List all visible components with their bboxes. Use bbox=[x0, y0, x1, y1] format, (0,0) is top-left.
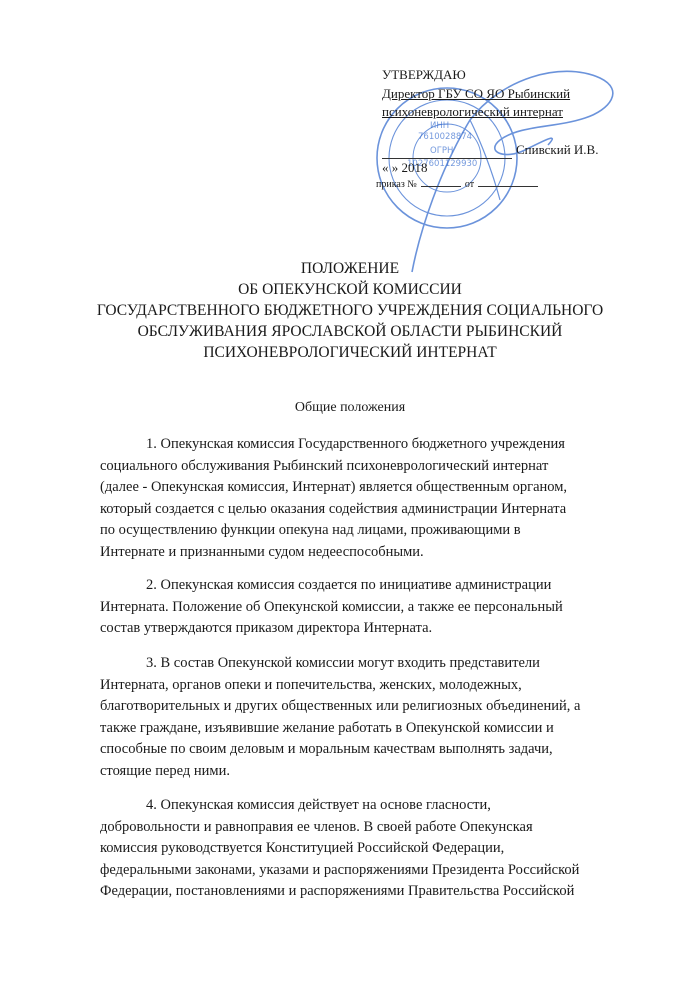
paragraph-3 bbox=[100, 653, 660, 782]
document-title bbox=[0, 258, 700, 363]
paragraph-line: комиссия руководствуется Конституцией Российской Федерации, bbox=[100, 840, 505, 856]
stamp-inn: 7610028874 bbox=[418, 132, 473, 142]
approval-date bbox=[382, 160, 428, 176]
paragraph-line: благотворительных и других общественных или религиозных объединений, а bbox=[100, 698, 581, 714]
paragraph-line: который создается с целью оказания содействия администрации Интерната bbox=[100, 500, 567, 517]
paragraph-line: стоящие перед ними. bbox=[100, 762, 230, 779]
paragraph-line: добровольности и равноправия ее членов. В своей работе Опекунская bbox=[100, 818, 533, 835]
paragraph-line: состав утверждаются приказом директора Интерната. bbox=[100, 620, 433, 636]
paragraph-line: 3. В состав Опекунской комиссии могут входить представители bbox=[146, 655, 540, 671]
approval-heading: УТВЕРЖДАЮ bbox=[382, 67, 466, 82]
approval-line-2: психоневрологический интернат bbox=[382, 104, 563, 119]
paragraph-line: по осуществлению функции опекуна над лицами, проживающими в bbox=[100, 522, 521, 538]
signature-line bbox=[382, 158, 512, 159]
paragraph-line: Интерната. Положение об Опекунской комиссии, а также ее персональный bbox=[100, 598, 563, 615]
paragraph-line: 4. Опекунская комиссия действует на основе гласности, bbox=[146, 797, 491, 813]
title-line-5: ПСИХОНЕВРОЛОГИЧЕСКИЙ ИНТЕРНАТ bbox=[203, 344, 497, 361]
paragraph-line: Интерната, органов опеки и попечительства, женских, молодежных, bbox=[100, 676, 522, 693]
approval-date-text: « » 2018 bbox=[382, 160, 428, 175]
paragraph-2 bbox=[100, 575, 660, 640]
approval-line-1: Директор ГБУ СО ЯО Рыбинский bbox=[382, 86, 571, 101]
paragraph-4 bbox=[100, 795, 660, 903]
paragraph-line: (далее - Опекунская комиссия, Интернат) является общественным органом, bbox=[100, 479, 568, 495]
order-from: от bbox=[464, 179, 475, 190]
order-prefix: приказ № bbox=[376, 179, 417, 190]
title-line-1: ПОЛОЖЕНИЕ bbox=[300, 260, 400, 277]
stamp-ogrn-label: ОГРН bbox=[430, 146, 454, 156]
signer-name: Спивский И.В. bbox=[516, 142, 599, 157]
section-title: Общие положения bbox=[294, 400, 406, 415]
paragraph-line: 1. Опекунская комиссия Государственного бюджетного учреждения bbox=[146, 436, 565, 452]
title-line-4: ОБСЛУЖИВАНИЯ ЯРОСЛАВСКОЙ ОБЛАСТИ РЫБИНСКИЙ bbox=[137, 323, 563, 340]
stamp-ogrn: 1027601129930 bbox=[407, 159, 478, 169]
paragraph-line: 2. Опекунская комиссия создается по инициативе администрации bbox=[146, 577, 552, 593]
order-number-blank bbox=[421, 186, 461, 187]
paragraph-line: социального обслуживания Рыбинский психоневрологический интернат bbox=[100, 457, 549, 474]
paragraph-line: Федерации, постановлениями и распоряжениями Правительства Российской bbox=[100, 883, 575, 899]
paragraph-line: Интернате и признанными судом недееспособными. bbox=[100, 543, 424, 560]
paragraph-1 bbox=[100, 434, 660, 563]
title-line-2: ОБ ОПЕКУНСКОЙ КОМИССИИ bbox=[238, 281, 462, 298]
order-date-blank bbox=[478, 186, 538, 187]
order-line bbox=[376, 179, 538, 190]
paragraph-line: способные по своим деловым и моральным качествам выполнять задачи, bbox=[100, 741, 553, 757]
paragraph-line: федеральными законами, указами и распоряжениями Президента Российской bbox=[100, 861, 580, 878]
paragraph-line: также граждане, изъявившие желание работать в Опекунской комиссии и bbox=[100, 719, 554, 736]
title-line-3: ГОСУДАРСТВЕННОГО БЮДЖЕТНОГО УЧРЕЖДЕНИЯ СОЦИАЛЬНОГО bbox=[96, 302, 604, 319]
stamp-inn-label: ИНН bbox=[430, 121, 450, 131]
